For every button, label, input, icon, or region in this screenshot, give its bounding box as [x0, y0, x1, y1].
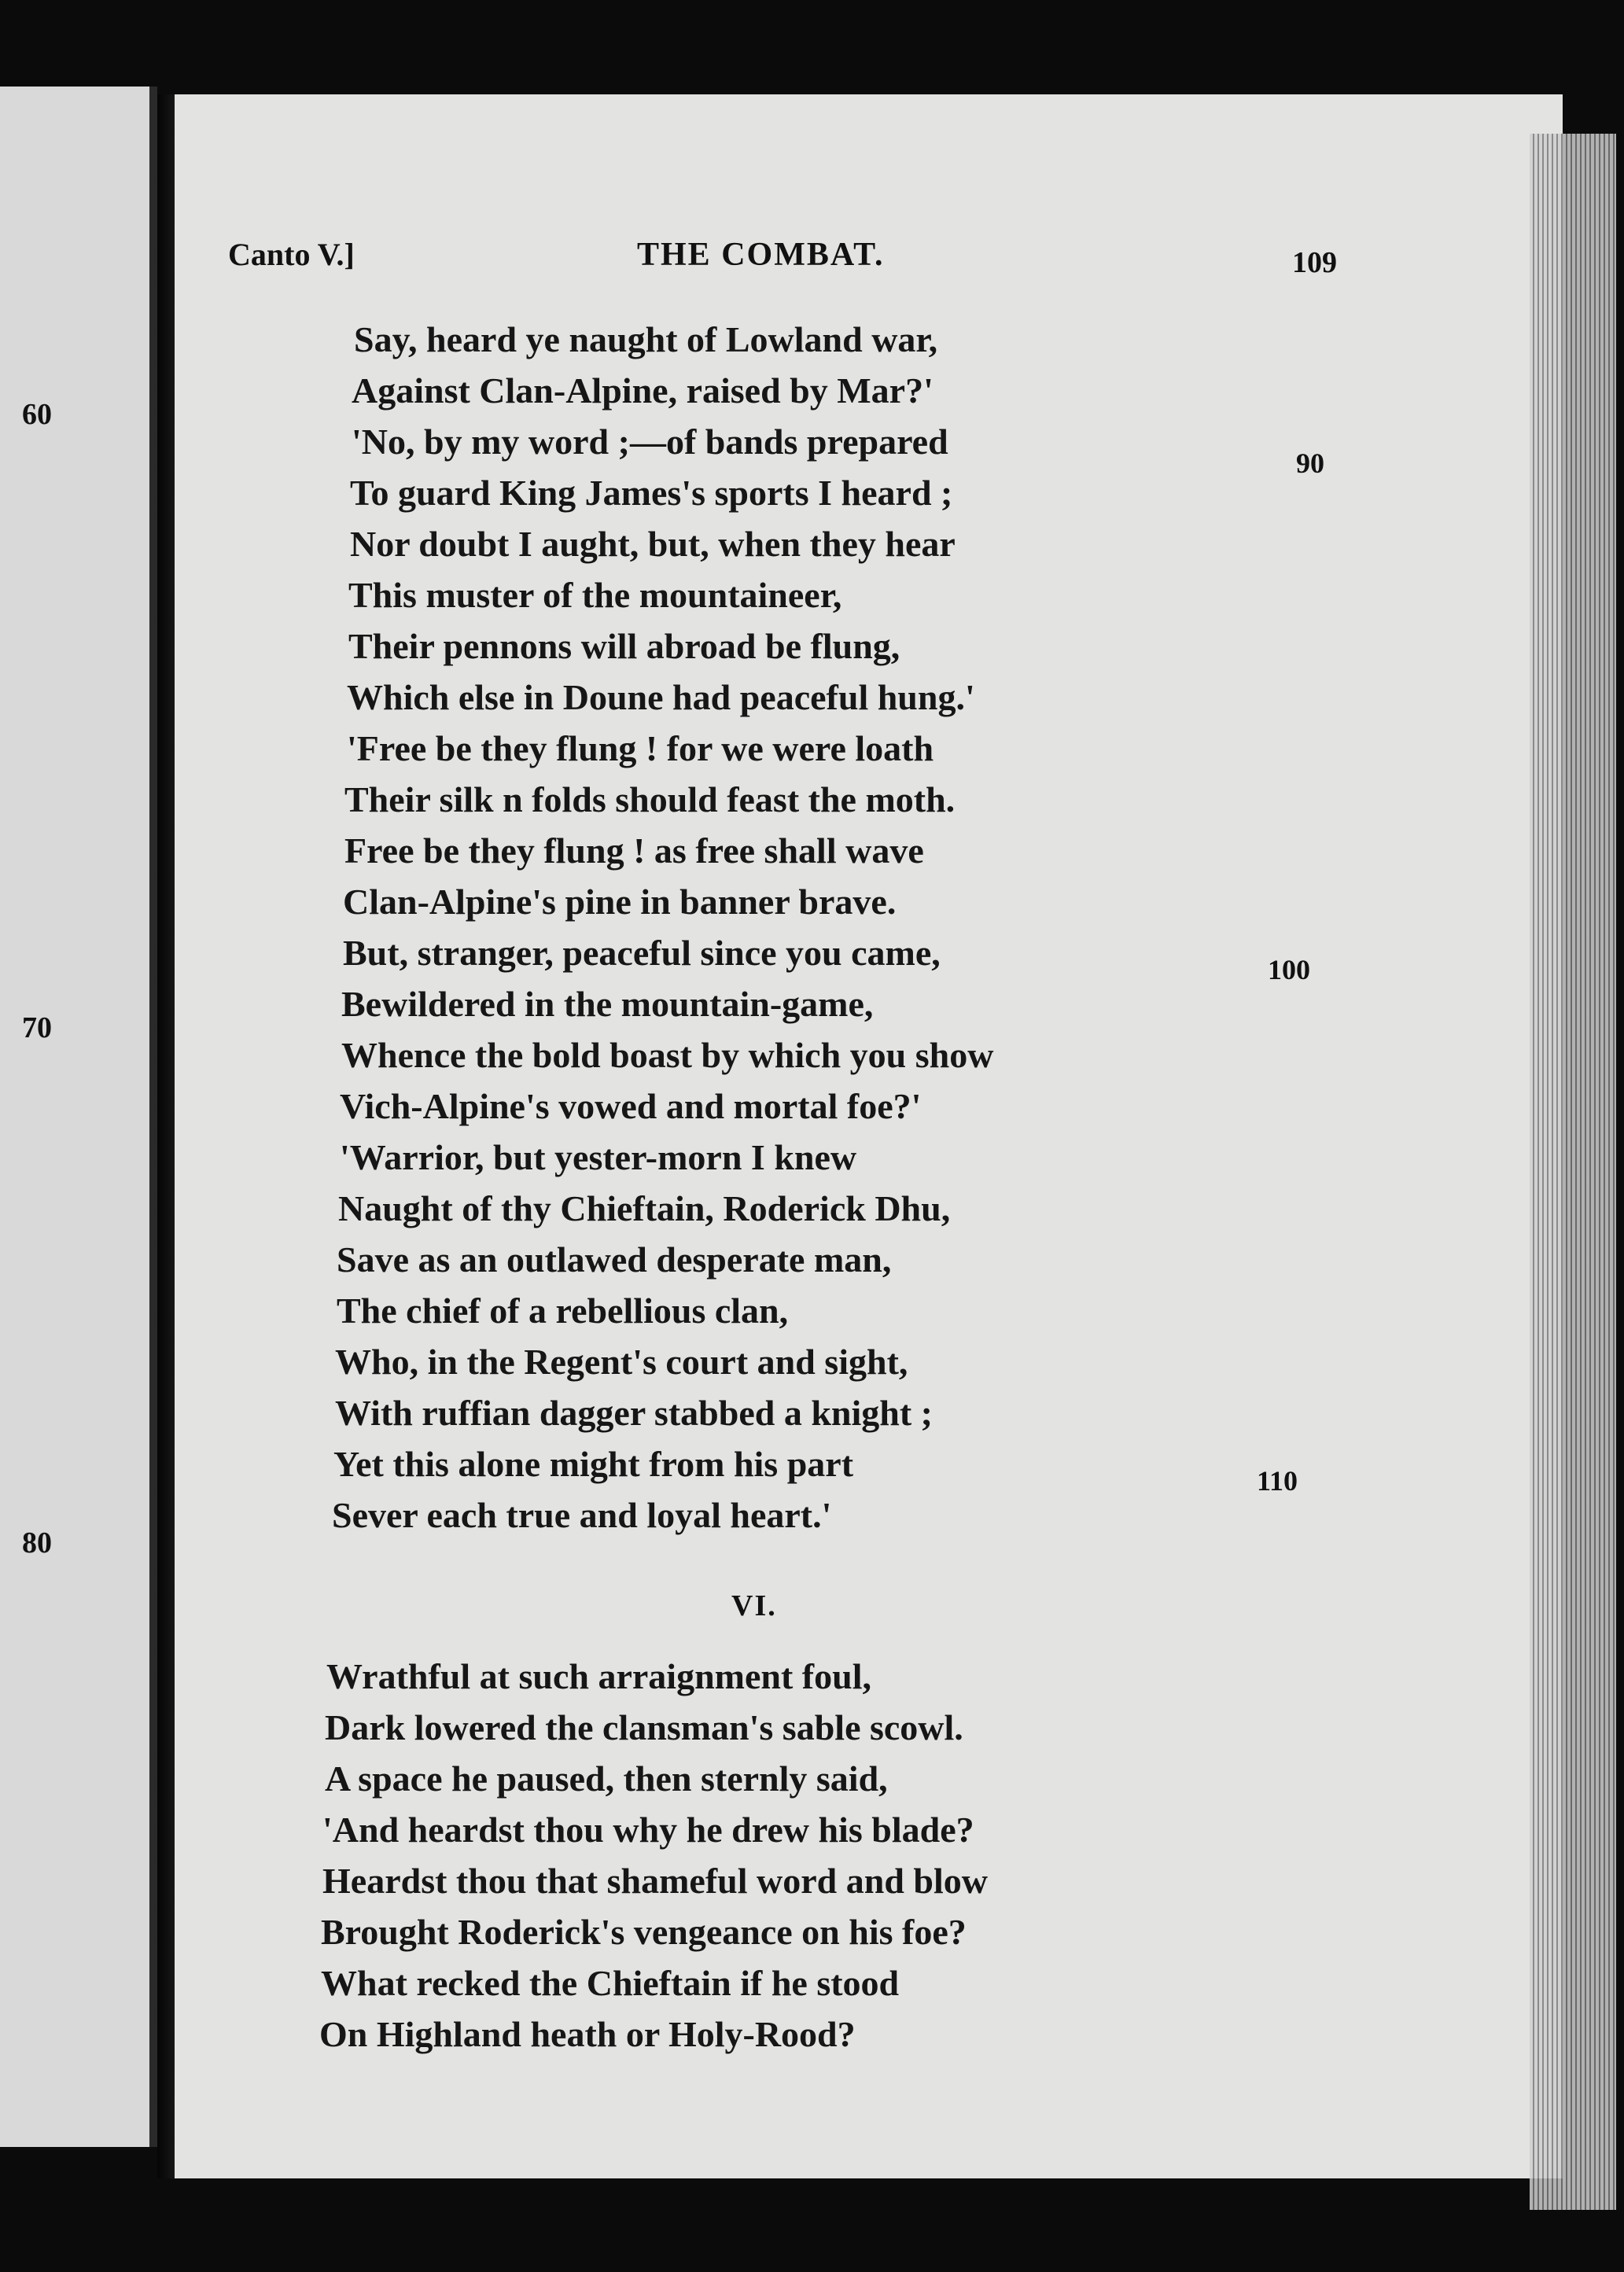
verse-line: But, stranger, peaceful since you came, [343, 933, 941, 973]
verse-line: On Highland heath or Holy-Rood? [319, 2014, 856, 2054]
verse-line: Their silk n folds should feast the moth. [344, 779, 956, 819]
right-line-number-110: 110 [1257, 1465, 1298, 1497]
verse-line: Naught of thy Chieftain, Roderick Dhu, [338, 1188, 951, 1228]
stanza-number: VI. [731, 1589, 777, 1622]
page-number: 109 [1292, 246, 1337, 279]
verse-line: Yet this alone might from his part [333, 1444, 854, 1484]
verse-line: Say, heard ye naught of Lowland war, [354, 319, 938, 359]
canto-label: Canto V.] [228, 237, 355, 272]
verse-line: Save as an outlawed desperate man, [337, 1239, 892, 1280]
right-line-number-100: 100 [1268, 954, 1310, 985]
verse-line: Whence the bold boast by which you show [341, 1035, 994, 1075]
verse-line: This muster of the mountaineer, [348, 575, 842, 615]
left-line-number-70: 70 [22, 1011, 52, 1044]
verse-line: Which else in Doune had peaceful hung.' [347, 677, 975, 717]
verse-line: Nor doubt I aught, but, when they hear [350, 524, 956, 564]
right-line-number-90: 90 [1296, 447, 1324, 479]
verse-line: Vich-Alpine's vowed and mortal foe?' [340, 1086, 922, 1126]
verse-line: Dark lowered the clansman's sable scowl. [325, 1707, 963, 1747]
verse-line: Free be they flung ! as free shall wave [344, 830, 924, 871]
verse-line: 'Free be they flung ! for we were loath [347, 728, 934, 768]
left-line-number-80: 80 [22, 1526, 52, 1559]
verse-line: What recked the Chieftain if he stood [321, 1963, 900, 2003]
verse-line: Sever each true and loyal heart.' [332, 1495, 832, 1535]
verse-line: Who, in the Regent's court and sight, [335, 1342, 908, 1382]
running-head [228, 236, 1345, 283]
chapter-title: THE COMBAT. [637, 237, 885, 273]
verse-line: 'And heardst thou why he drew his blade? [322, 1810, 974, 1850]
verse-line: Clan-Alpine's pine in banner brave. [343, 882, 897, 922]
verse-line: Bewildered in the mountain-game, [341, 984, 874, 1024]
verse-line: A space he paused, then sternly said, [325, 1758, 888, 1799]
verse-line: Against Clan-Alpine, raised by Mar?' [352, 370, 934, 411]
previous-page-edge [0, 87, 157, 2147]
verse-line: Wrathful at such arraignment foul, [326, 1656, 871, 1696]
verse-line: To guard King James's sports I heard ; [350, 473, 953, 513]
verse-line: Brought Roderick's vengeance on his foe? [321, 1912, 967, 1952]
page-edges [1530, 134, 1616, 2210]
left-line-number-60: 60 [22, 398, 52, 431]
verse-line: Heardst thou that shameful word and blow [322, 1861, 988, 1901]
verse-line: The chief of a rebellious clan, [337, 1291, 789, 1331]
verse-line: Their pennons will abroad be flung, [348, 626, 900, 666]
verse-line: With ruffian dagger stabbed a knight ; [335, 1393, 933, 1433]
verse-line: 'Warrior, but yester-morn I knew [340, 1137, 857, 1177]
verse-line: 'No, by my word ;—of bands prepared [352, 422, 948, 462]
